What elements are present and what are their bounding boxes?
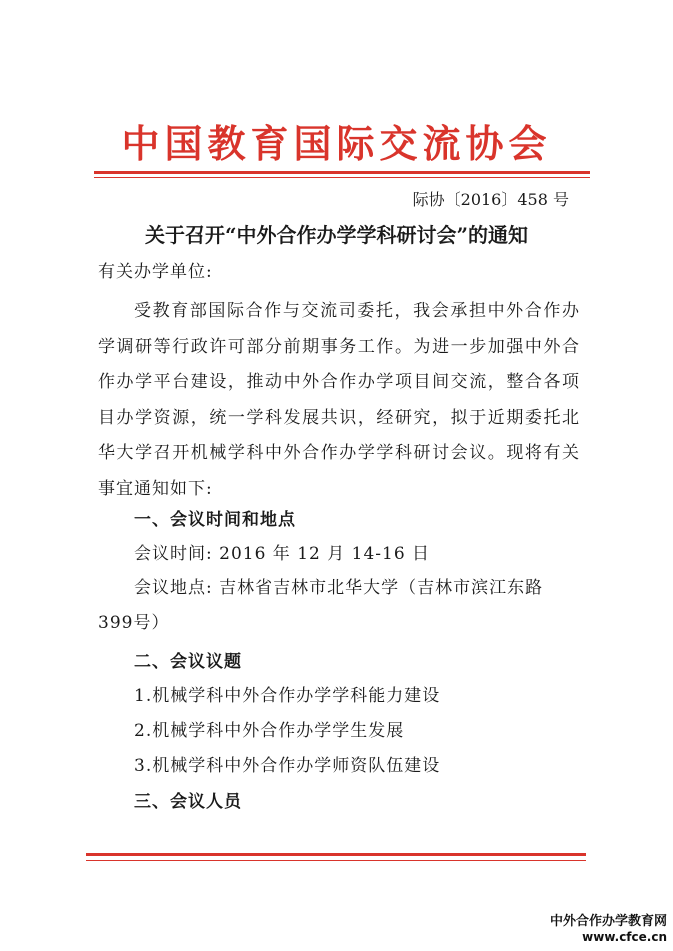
document-number: 际协〔2016〕458 号 [412,190,569,209]
footer-red-rule-thin [86,860,586,861]
section-heading-time-location: 一、会议时间和地点 [134,510,296,530]
organization-header: 中国教育国际交流协会 [121,121,552,166]
watermark-url: www.cfce.cn [582,930,667,944]
section-heading-topics: 二、会议议题 [134,652,242,672]
header-red-rule-thick [94,171,590,174]
meeting-location: 会议地点: 吉林省吉林市北华大学（吉林市滨江东路 399号） [98,578,544,633]
salutation: 有关办学单位: [98,262,213,282]
meeting-time: 会议时间: 2016 年 12 月 14-16 日 [134,544,431,564]
header-red-rule-thin [94,177,590,178]
footer-red-rule-thick [86,853,586,856]
section-heading-attendees: 三、会议人员 [134,792,242,812]
topic-item: 1.机械学科中外合作办学学科能力建设 [134,686,441,706]
topic-item: 2.机械学科中外合作办学学生发展 [134,721,405,741]
topic-item: 3.机械学科中外合作办学师资队伍建设 [134,756,441,776]
site-watermark [550,914,667,945]
intro-paragraph: 受教育部国际合作与交流司委托，我会承担中外合作办学调研等行政许可部分前期事务工作。为进一步加强中外合作办学平台建设，推动中外合作办学项目间交流，整合各项目办学资源，统一学科发展共识，经研究，拟于近期委托北华大学召开机械学科中外合作办学学科研讨会议。现将有关事宜通知如下: [98,301,580,499]
document-title: 关于召开“中外合作办学学科研讨会”的通知 [144,223,528,247]
watermark-site-name: 中外合作办学教育网 [549,914,667,929]
